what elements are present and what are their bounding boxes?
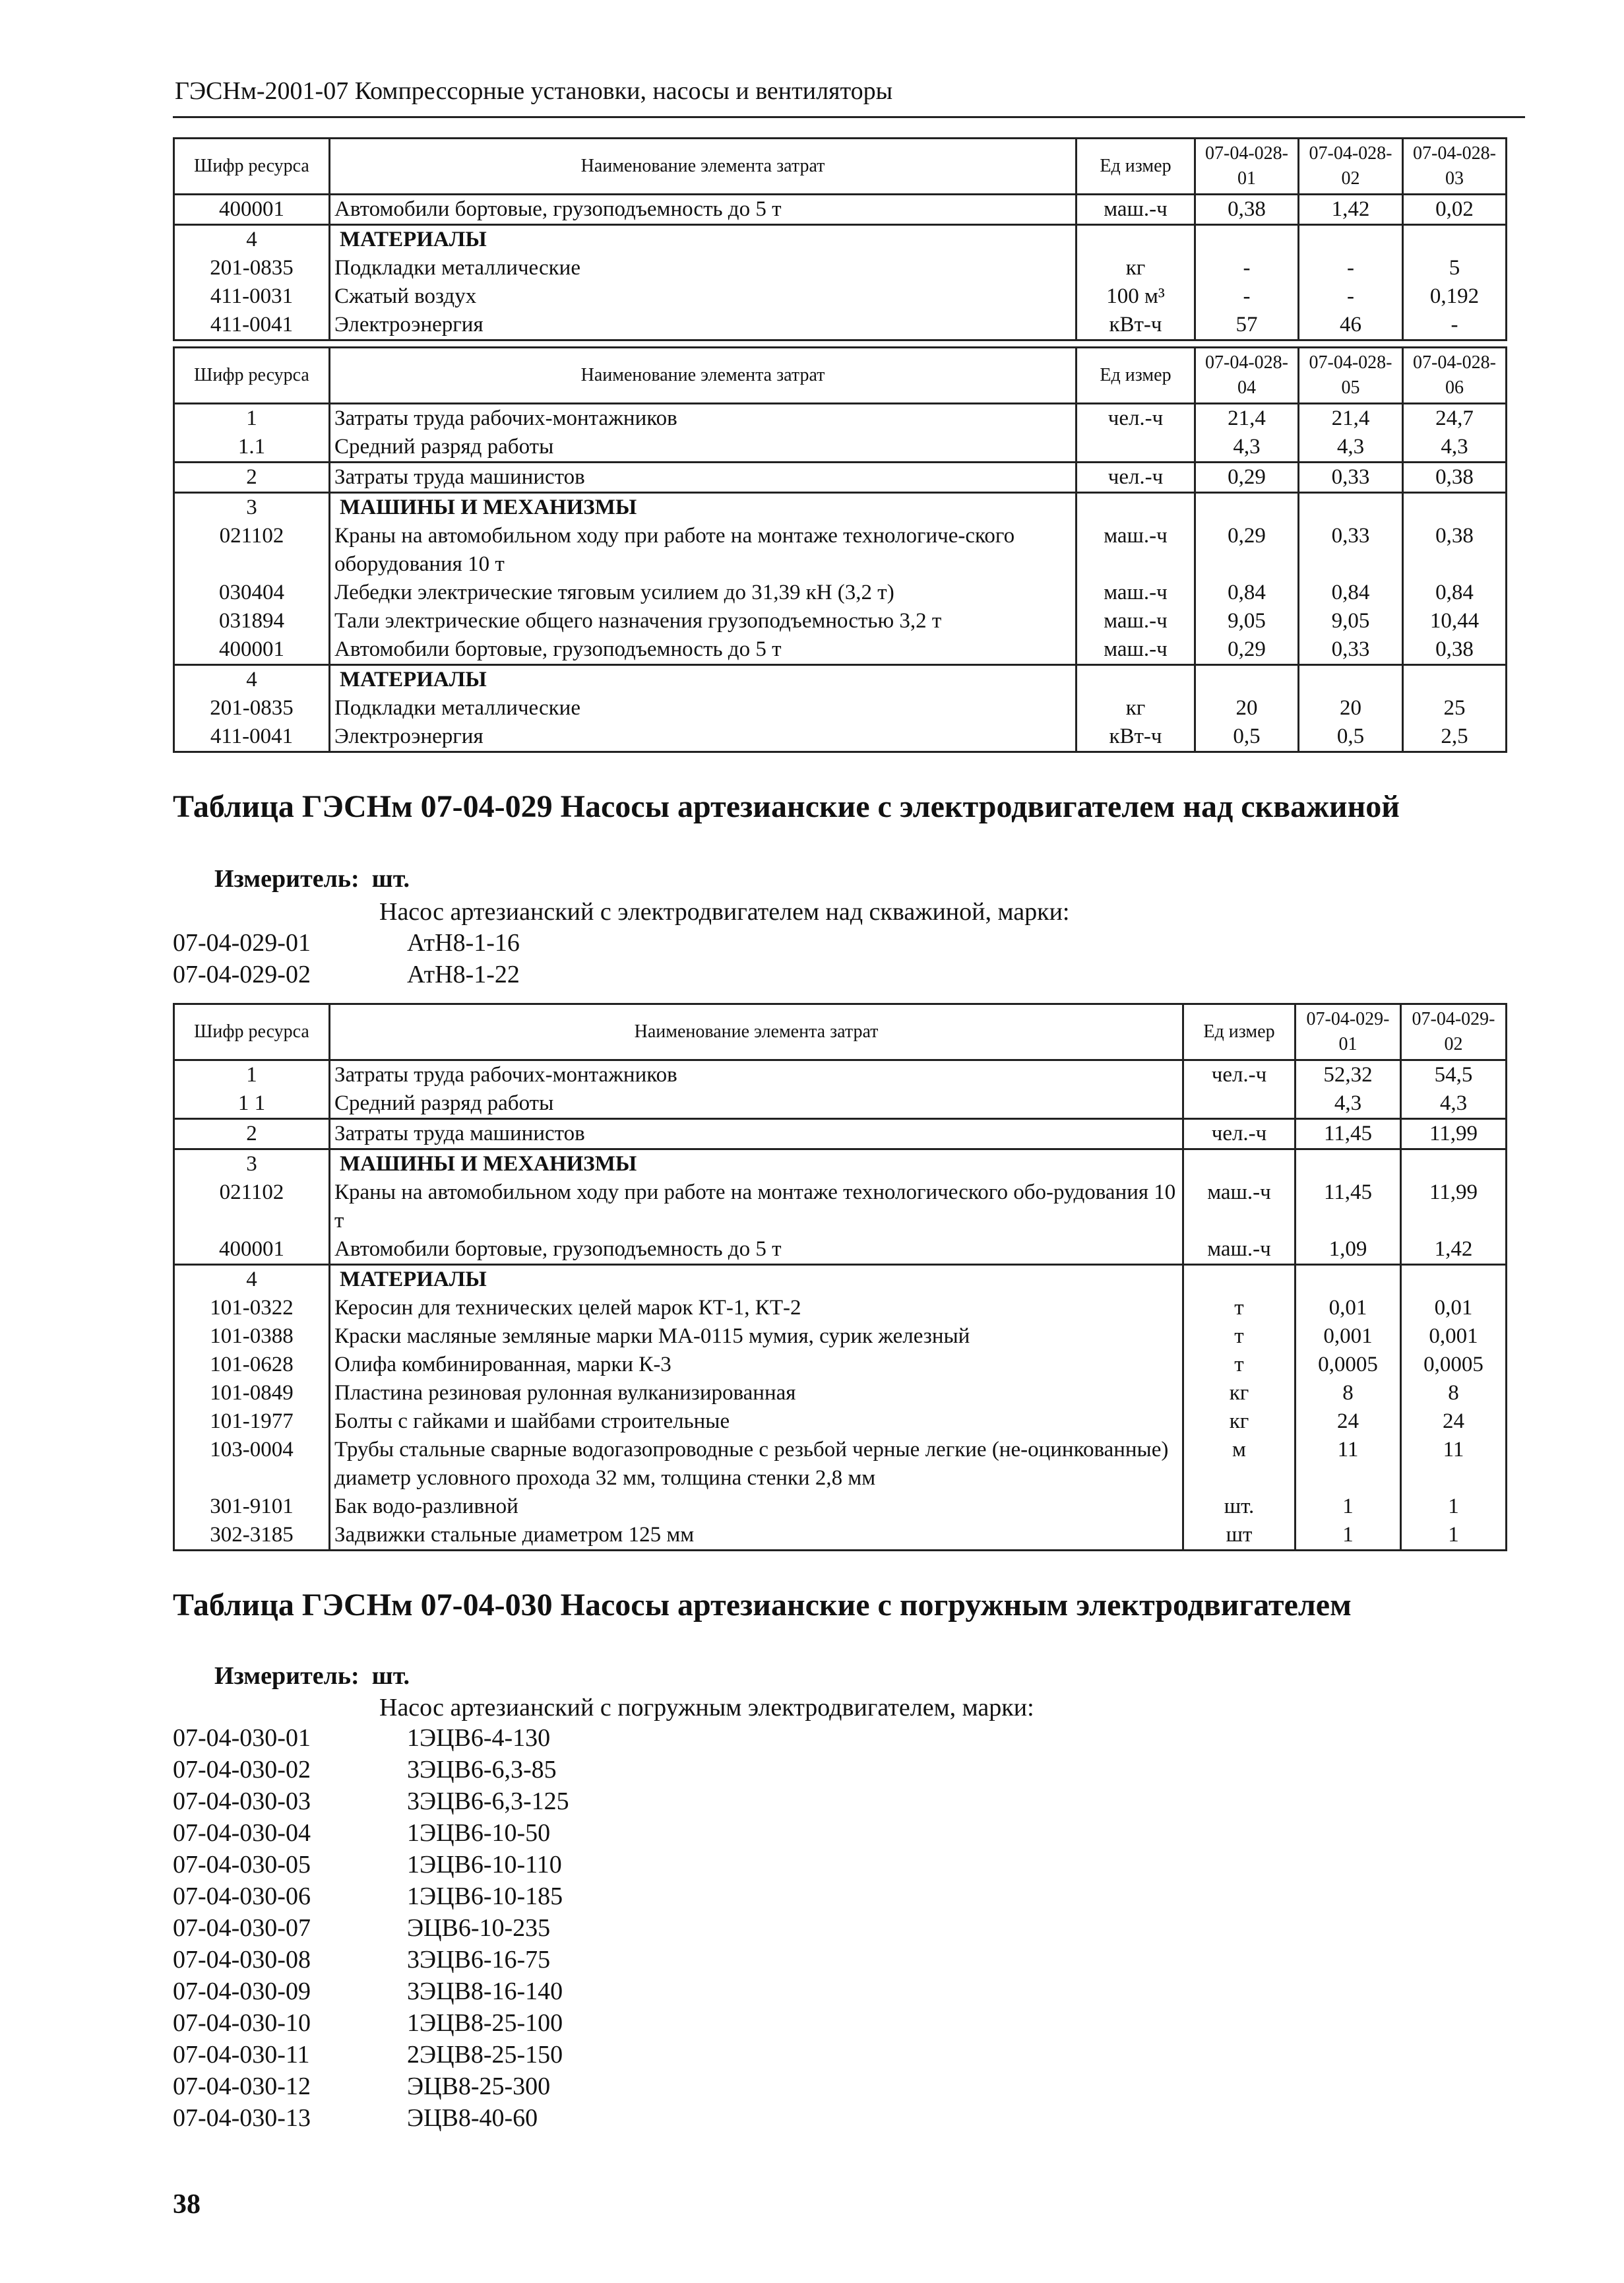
value-cell: 1	[1401, 1493, 1507, 1521]
unit: маш.-ч	[1077, 607, 1195, 635]
value-cell: 21,4	[1299, 404, 1403, 434]
table-028-part2	[173, 346, 1507, 753]
table-row	[174, 1379, 1507, 1407]
item-model: 1ЭЦВ6-10-50	[407, 1819, 551, 1847]
table-row	[174, 635, 1507, 665]
resource-code: 101-0628	[174, 1351, 330, 1379]
value-cell	[1299, 493, 1403, 523]
resource-code: 411-0041	[174, 723, 330, 752]
table-row	[174, 1493, 1507, 1521]
item-model: АтН8-1-22	[407, 961, 520, 988]
list-item	[173, 1754, 569, 1785]
value-cell: 0,29	[1195, 463, 1299, 493]
cost-element-name: Затраты труда рабочих-монтажников	[330, 404, 1077, 434]
resource-code: 030404	[174, 579, 330, 607]
table-row	[174, 579, 1507, 607]
cost-element-name: МАТЕРИАЛЫ	[330, 225, 1077, 255]
value-cell: 8	[1296, 1379, 1401, 1407]
table-row	[174, 1407, 1507, 1436]
value-cell: 4,3	[1403, 433, 1507, 463]
table-row	[174, 1521, 1507, 1551]
table-row	[174, 254, 1507, 282]
unit	[1077, 665, 1195, 695]
item-model: 3ЭЦВ6-6,3-85	[407, 1756, 557, 1784]
value-cell: -	[1195, 282, 1299, 311]
value-cell: 5	[1403, 254, 1507, 282]
cost-element-name: Сжатый воздух	[330, 282, 1077, 311]
list-item	[173, 1912, 569, 1944]
table-row	[174, 404, 1507, 434]
value-cell	[1403, 493, 1507, 523]
cost-element-name: Болты с гайками и шайбами строительные	[330, 1407, 1183, 1436]
cost-element-name: Подкладки металлические	[330, 694, 1077, 723]
meter-line	[214, 1661, 410, 1690]
resource-code: 302-3185	[174, 1521, 330, 1551]
value-cell: 0,5	[1299, 723, 1403, 752]
col-value-header: 07-04-028-02	[1299, 139, 1403, 195]
cost-element-name: Краски масляные земляные марки МА-0115 мумия, сурик железный	[330, 1322, 1183, 1351]
list-item	[173, 2007, 569, 2039]
item-code: 07-04-029-01	[173, 929, 311, 957]
col-name-header: Наименование элемента затрат	[330, 348, 1077, 404]
table-row	[174, 195, 1507, 225]
value-cell: 0,29	[1195, 635, 1299, 665]
cost-element-name: Лебедки электрические тяговым усилием до 31,39 кН (3,2 т)	[330, 579, 1077, 607]
unit: кг	[1077, 254, 1195, 282]
table-row	[174, 1322, 1507, 1351]
resource-code: 201-0835	[174, 254, 330, 282]
value-cell: 0,01	[1296, 1294, 1401, 1322]
col-value-header: 07-04-028-06	[1403, 348, 1507, 404]
value-cell: 21,4	[1195, 404, 1299, 434]
resource-code: 301-9101	[174, 1493, 330, 1521]
unit: т	[1183, 1351, 1296, 1379]
table-row	[174, 1178, 1507, 1235]
item-code: 07-04-030-05	[173, 1851, 311, 1879]
list-item	[173, 927, 520, 959]
value-cell: 4,3	[1401, 1089, 1507, 1119]
item-model: ЭЦВ8-25-300	[407, 2073, 551, 2100]
unit: 100 м³	[1077, 282, 1195, 311]
resource-code: 201-0835	[174, 694, 330, 723]
cost-element-name: Краны на автомобильном ходу при работе на монтаже технологиче-ского оборудования 10 т	[330, 522, 1077, 579]
col-unit-header: Ед измер	[1183, 1004, 1296, 1060]
item-model: 1ЭЦВ6-10-185	[407, 1882, 563, 1910]
value-cell: -	[1195, 254, 1299, 282]
unit: маш.-ч	[1077, 195, 1195, 225]
unit	[1183, 1265, 1296, 1295]
value-cell	[1299, 225, 1403, 255]
value-cell	[1403, 225, 1507, 255]
resource-code: 101-0388	[174, 1322, 330, 1351]
value-cell: 0,33	[1299, 635, 1403, 665]
value-cell: 2,5	[1403, 723, 1507, 752]
item-code: 07-04-030-09	[173, 1978, 311, 2005]
unit	[1077, 433, 1195, 463]
list-item	[173, 959, 520, 990]
cost-element-name: МАТЕРИАЛЫ	[330, 665, 1077, 695]
value-cell: 0,38	[1403, 463, 1507, 493]
value-cell	[1296, 1265, 1401, 1295]
col-code-header: Шифр ресурса	[174, 1004, 330, 1060]
col-value-header: 07-04-028-01	[1195, 139, 1299, 195]
value-cell: 54,5	[1401, 1060, 1507, 1090]
running-header: ГЭСНм-2001-07 Компрессорные установки, насосы и вентиляторы	[175, 77, 893, 105]
value-cell: 1,42	[1299, 195, 1403, 225]
value-cell: 4,3	[1299, 433, 1403, 463]
value-cell: 9,05	[1195, 607, 1299, 635]
col-value-header: 07-04-028-05	[1299, 348, 1403, 404]
list-item	[173, 1817, 569, 1849]
unit	[1077, 493, 1195, 523]
unit: маш.-ч	[1077, 522, 1195, 579]
value-cell	[1401, 1149, 1507, 1179]
table-029	[173, 1003, 1507, 1551]
cost-element-name: Краны на автомобильном ходу при работе на монтаже технологического обо-рудования 10 т	[330, 1178, 1183, 1235]
item-code: 07-04-030-02	[173, 1756, 311, 1784]
cost-element-name: Олифа комбинированная, марки К-3	[330, 1351, 1183, 1379]
unit: чел.-ч	[1077, 404, 1195, 434]
value-cell: 0,38	[1403, 522, 1507, 579]
item-model: 3ЭЦВ6-6,3-125	[407, 1787, 569, 1815]
cost-element-name: Пластина резиновая рулонная вулканизированная	[330, 1379, 1183, 1407]
value-cell: 24	[1296, 1407, 1401, 1436]
value-cell: 0,001	[1401, 1322, 1507, 1351]
value-cell: 20	[1195, 694, 1299, 723]
value-cell: 0,5	[1195, 723, 1299, 752]
list-item	[173, 1849, 569, 1881]
item-code: 07-04-030-08	[173, 1946, 311, 1974]
meter-line	[214, 864, 410, 893]
cost-element-name: Электроэнергия	[330, 311, 1077, 340]
item-model: 1ЭЦВ8-25-100	[407, 2009, 563, 2037]
cost-element-name: Трубы стальные сварные водогазопроводные с резьбой черные легкие (не-оцинкованные) диаметр условного прохода 32 мм, толщина стенки 2,8 мм	[330, 1436, 1183, 1493]
table-row	[174, 1060, 1507, 1090]
list-item	[173, 1722, 569, 1754]
value-cell: 25	[1403, 694, 1507, 723]
value-cell: 0,0005	[1401, 1351, 1507, 1379]
value-cell	[1195, 493, 1299, 523]
resource-code: 101-0849	[174, 1379, 330, 1407]
item-model: ЭЦВ6-10-235	[407, 1914, 551, 1942]
value-cell: 20	[1299, 694, 1403, 723]
value-cell: 1,42	[1401, 1235, 1507, 1265]
table-029-title: Таблица ГЭСНм 07-04-029 Насосы артезианские с электродвигателем над скважиной	[173, 789, 1400, 824]
cost-element-name: МАТЕРИАЛЫ	[330, 1265, 1183, 1295]
header-rule	[173, 116, 1525, 118]
value-cell: 1	[1401, 1521, 1507, 1551]
unit: чел.-ч	[1183, 1119, 1296, 1149]
value-cell: 0,84	[1403, 579, 1507, 607]
unit: т	[1183, 1294, 1296, 1322]
resource-code: 3	[174, 1149, 330, 1179]
col-unit-header: Ед измер	[1077, 348, 1195, 404]
item-code: 07-04-030-12	[173, 2073, 311, 2100]
table-029-item-list	[173, 927, 520, 990]
value-cell: 11	[1296, 1436, 1401, 1493]
item-model: 1ЭЦВ6-4-130	[407, 1724, 551, 1752]
value-cell: 52,32	[1296, 1060, 1401, 1090]
table-028-part1	[173, 137, 1507, 341]
value-cell: 0,38	[1195, 195, 1299, 225]
value-cell: -	[1299, 282, 1403, 311]
table-row	[174, 311, 1507, 340]
unit: чел.-ч	[1077, 463, 1195, 493]
value-cell: 11,99	[1401, 1119, 1507, 1149]
item-model: 3ЭЦВ8-16-140	[407, 1978, 563, 2005]
table-row	[174, 225, 1507, 255]
col-unit-header: Ед измер	[1077, 139, 1195, 195]
item-code: 07-04-030-13	[173, 2104, 311, 2132]
value-cell: 46	[1299, 311, 1403, 340]
value-cell: 24,7	[1403, 404, 1507, 434]
table-row	[174, 1351, 1507, 1379]
table-row	[174, 1436, 1507, 1493]
resource-code: 1.1	[174, 433, 330, 463]
value-cell	[1403, 665, 1507, 695]
value-cell: 1	[1296, 1493, 1401, 1521]
col-value-header: 07-04-029-02	[1401, 1004, 1507, 1060]
col-value-header: 07-04-028-04	[1195, 348, 1299, 404]
value-cell: 11	[1401, 1436, 1507, 1493]
value-cell: 1	[1296, 1521, 1401, 1551]
resource-code: 4	[174, 665, 330, 695]
resource-code: 1	[174, 1060, 330, 1090]
table-row	[174, 694, 1507, 723]
table-row	[174, 665, 1507, 695]
value-cell: 0,01	[1401, 1294, 1507, 1322]
list-item	[173, 1944, 569, 1976]
cost-element-name: Затраты труда машинистов	[330, 463, 1077, 493]
cost-element-name: Средний разряд работы	[330, 433, 1077, 463]
resource-code: 1 1	[174, 1089, 330, 1119]
resource-code: 021102	[174, 1178, 330, 1235]
item-model: 2ЭЦВ8-25-150	[407, 2041, 563, 2069]
cost-element-name: Тали электрические общего назначения грузоподъемностью 3,2 т	[330, 607, 1077, 635]
value-cell: 0,84	[1299, 579, 1403, 607]
item-model: ЭЦВ8-40-60	[407, 2104, 538, 2132]
value-cell: 10,44	[1403, 607, 1507, 635]
value-cell: 0,192	[1403, 282, 1507, 311]
value-cell: -	[1403, 311, 1507, 340]
item-code: 07-04-030-11	[173, 2041, 310, 2069]
table-row	[174, 433, 1507, 463]
list-item	[173, 2071, 569, 2102]
resource-code: 2	[174, 463, 330, 493]
value-cell: 0,02	[1403, 195, 1507, 225]
table-row	[174, 1265, 1507, 1295]
resource-code: 103-0004	[174, 1436, 330, 1493]
unit: кг	[1183, 1379, 1296, 1407]
value-cell: 4,3	[1195, 433, 1299, 463]
cost-element-name: МАШИНЫ И МЕХАНИЗМЫ	[330, 493, 1077, 523]
unit: шт	[1183, 1521, 1296, 1551]
resource-code: 4	[174, 1265, 330, 1295]
item-code: 07-04-029-02	[173, 961, 311, 988]
item-model: АтН8-1-16	[407, 929, 520, 957]
item-code: 07-04-030-01	[173, 1724, 311, 1752]
col-value-header: 07-04-029-01	[1296, 1004, 1401, 1060]
value-cell: 8	[1401, 1379, 1507, 1407]
unit: кВт-ч	[1077, 311, 1195, 340]
table-row	[174, 723, 1507, 752]
value-cell: 0,29	[1195, 522, 1299, 579]
value-cell: 0,0005	[1296, 1351, 1401, 1379]
item-code: 07-04-030-10	[173, 2009, 311, 2037]
value-cell: 11,45	[1296, 1119, 1401, 1149]
unit	[1183, 1089, 1296, 1119]
resource-code: 4	[174, 225, 330, 255]
unit: м	[1183, 1436, 1296, 1493]
value-cell: 0,33	[1299, 463, 1403, 493]
cost-element-name: Подкладки металлические	[330, 254, 1077, 282]
resource-code: 031894	[174, 607, 330, 635]
cost-element-name: Затраты труда рабочих-монтажников	[330, 1060, 1183, 1090]
table-row	[174, 282, 1507, 311]
cost-element-name: Бак водо-разливной	[330, 1493, 1183, 1521]
list-item	[173, 2039, 569, 2071]
value-cell: -	[1299, 254, 1403, 282]
resource-code: 400001	[174, 1235, 330, 1265]
list-item	[173, 1976, 569, 2007]
value-cell	[1401, 1265, 1507, 1295]
resource-code: 3	[174, 493, 330, 523]
value-cell: 0,84	[1195, 579, 1299, 607]
item-model: 1ЭЦВ6-10-110	[407, 1851, 562, 1879]
table-029-description: Насос артезианский с электродвигателем над скважиной, марки:	[379, 898, 1070, 926]
meter-unit: шт.	[371, 1662, 410, 1690]
table-row	[174, 463, 1507, 493]
unit	[1183, 1149, 1296, 1179]
table-row	[174, 1149, 1507, 1179]
item-code: 07-04-030-04	[173, 1819, 311, 1847]
value-cell: 4,3	[1296, 1089, 1401, 1119]
table-030-title: Таблица ГЭСНм 07-04-030 Насосы артезианские с погружным электродвигателем	[173, 1588, 1352, 1623]
item-code: 07-04-030-07	[173, 1914, 311, 1942]
list-item	[173, 1881, 569, 1912]
table-row	[174, 1089, 1507, 1119]
value-cell	[1296, 1149, 1401, 1179]
col-name-header: Наименование элемента затрат	[330, 139, 1077, 195]
value-cell	[1195, 665, 1299, 695]
value-cell	[1195, 225, 1299, 255]
meter-label: Измеритель:	[214, 865, 359, 893]
value-cell: 9,05	[1299, 607, 1403, 635]
meter-unit: шт.	[371, 865, 410, 893]
cost-element-name: Задвижки стальные диаметром 125 мм	[330, 1521, 1183, 1551]
unit: маш.-ч	[1183, 1235, 1296, 1265]
value-cell: 24	[1401, 1407, 1507, 1436]
value-cell: 57	[1195, 311, 1299, 340]
cost-element-name: Керосин для технических целей марок КТ-1, КТ-2	[330, 1294, 1183, 1322]
unit	[1077, 225, 1195, 255]
page-number: 38	[173, 2189, 201, 2220]
col-value-header: 07-04-028-03	[1403, 139, 1507, 195]
table-row	[174, 607, 1507, 635]
unit: маш.-ч	[1077, 635, 1195, 665]
value-cell: 11,99	[1401, 1178, 1507, 1235]
value-cell: 0,38	[1403, 635, 1507, 665]
unit: кг	[1077, 694, 1195, 723]
unit: шт.	[1183, 1493, 1296, 1521]
unit: маш.-ч	[1183, 1178, 1296, 1235]
table-row	[174, 1119, 1507, 1149]
value-cell: 11,45	[1296, 1178, 1401, 1235]
resource-code: 021102	[174, 522, 330, 579]
value-cell	[1299, 665, 1403, 695]
meter-label: Измеритель:	[214, 1662, 359, 1690]
resource-code: 1	[174, 404, 330, 434]
col-code-header: Шифр ресурса	[174, 348, 330, 404]
cost-element-name: Автомобили бортовые, грузоподъемность до 5 т	[330, 635, 1077, 665]
col-name-header: Наименование элемента затрат	[330, 1004, 1183, 1060]
list-item	[173, 2102, 569, 2134]
resource-code: 101-0322	[174, 1294, 330, 1322]
cost-element-name: Электроэнергия	[330, 723, 1077, 752]
cost-element-name: Автомобили бортовые, грузоподъемность до 5 т	[330, 195, 1077, 225]
resource-code: 411-0031	[174, 282, 330, 311]
cost-element-name: МАШИНЫ И МЕХАНИЗМЫ	[330, 1149, 1183, 1179]
unit: чел.-ч	[1183, 1060, 1296, 1090]
value-cell: 1,09	[1296, 1235, 1401, 1265]
list-item	[173, 1785, 569, 1817]
cost-element-name: Затраты труда машинистов	[330, 1119, 1183, 1149]
table-row	[174, 1294, 1507, 1322]
resource-code: 101-1977	[174, 1407, 330, 1436]
cost-element-name: Средний разряд работы	[330, 1089, 1183, 1119]
resource-code: 400001	[174, 195, 330, 225]
unit: кг	[1183, 1407, 1296, 1436]
item-model: 3ЭЦВ6-16-75	[407, 1946, 551, 1974]
table-030-item-list	[173, 1722, 569, 2134]
unit: т	[1183, 1322, 1296, 1351]
item-code: 07-04-030-03	[173, 1787, 311, 1815]
table-row	[174, 1235, 1507, 1265]
table-row	[174, 493, 1507, 523]
resource-code: 411-0041	[174, 311, 330, 340]
col-code-header: Шифр ресурса	[174, 139, 330, 195]
table-030-description: Насос артезианский с погружным электродвигателем, марки:	[379, 1694, 1034, 1721]
resource-code: 400001	[174, 635, 330, 665]
table-row	[174, 522, 1507, 579]
value-cell: 0,33	[1299, 522, 1403, 579]
value-cell: 0,001	[1296, 1322, 1401, 1351]
resource-code: 2	[174, 1119, 330, 1149]
item-code: 07-04-030-06	[173, 1882, 311, 1910]
unit: кВт-ч	[1077, 723, 1195, 752]
unit: маш.-ч	[1077, 579, 1195, 607]
cost-element-name: Автомобили бортовые, грузоподъемность до 5 т	[330, 1235, 1183, 1265]
